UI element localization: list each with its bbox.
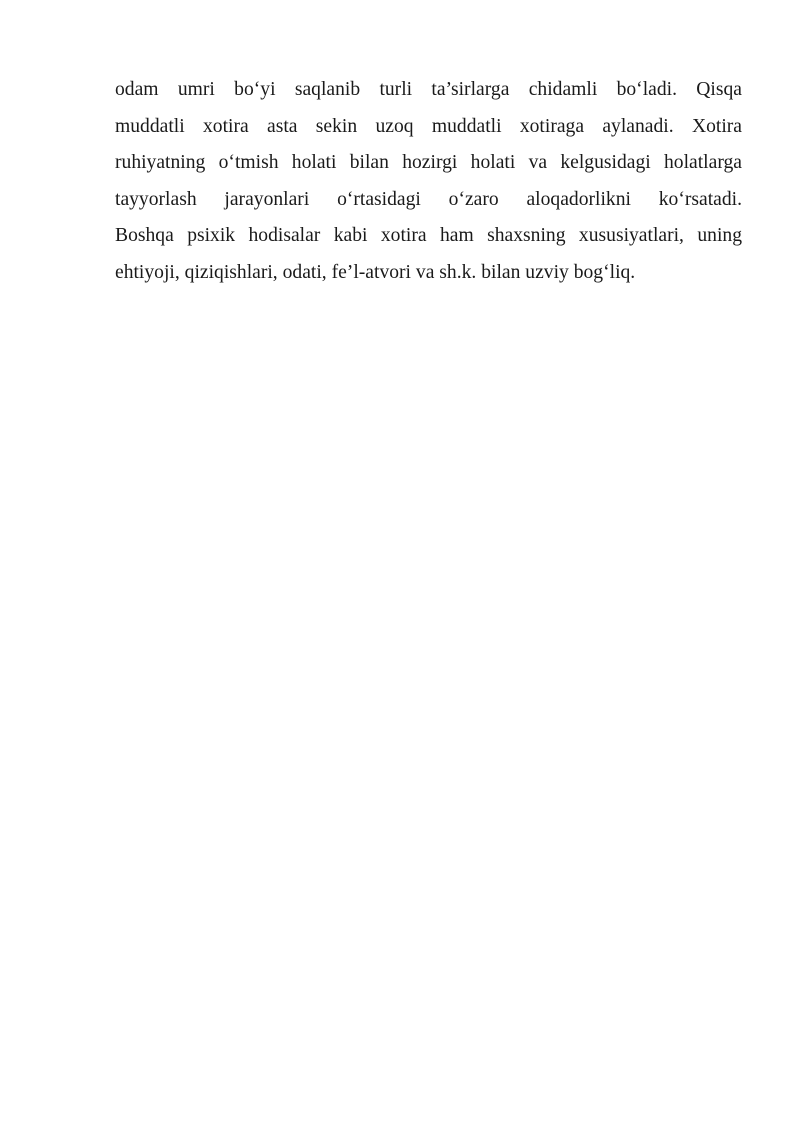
paragraph-line: Boshqa psixik hodisalar kabi xotira ham shaxsning xususiyatlari, uning — [115, 225, 742, 247]
paragraph-line: ehtiyoji, qiziqishlari, odati, fe’l-atvori va sh.k. bilan uzviy bog‘liq. — [115, 261, 636, 283]
body-paragraph — [115, 72, 742, 292]
paragraph-line: ruhiyatning o‘tmish holati bilan hozirgi holati va kelgusidagi holatlarga — [115, 152, 742, 174]
paragraph-line: tayyorlash jarayonlari o‘rtasidagi o‘zaro aloqadorlikni ko‘rsatadi. — [115, 188, 742, 210]
paragraph-line: muddatli xotira asta sekin uzoq muddatli xotiraga aylanadi. Xotira — [115, 115, 742, 137]
paragraph-line: odam umri bo‘yi saqlanib turli ta’sirlarga chidamli bo‘ladi. Qisqa — [115, 79, 742, 100]
